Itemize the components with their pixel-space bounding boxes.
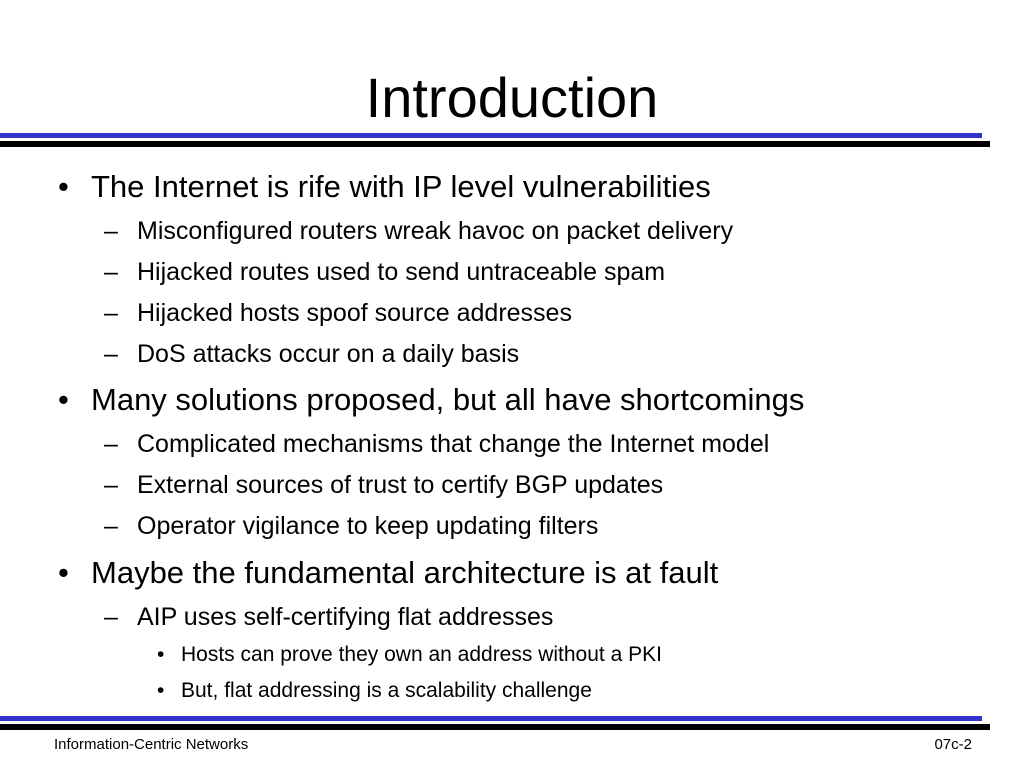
dash-glyph: – [104, 258, 118, 286]
dash-glyph: – [104, 217, 118, 245]
dash-glyph: – [104, 471, 118, 499]
bullet-2-sub-2: External sources of trust to certify BGP updates [137, 471, 664, 499]
footer-rule-blue [0, 716, 982, 721]
bullet-glyph-small: • [157, 679, 165, 702]
bullet-glyph: • [58, 169, 69, 204]
footer-right: 07c-2 [934, 736, 972, 753]
bullet-3-subsub-1: Hosts can prove they own an address without a PKI [181, 643, 662, 666]
dash-glyph: – [104, 340, 118, 368]
bullet-1-text: The Internet is rife with IP level vulnerabilities [91, 169, 711, 204]
dash-glyph: – [104, 430, 118, 458]
bullet-1-sub-4: DoS attacks occur on a daily basis [137, 340, 520, 368]
bullet-3-text: Maybe the fundamental architecture is at fault [91, 555, 719, 590]
dash-glyph: – [104, 299, 118, 327]
bullet-1-sub-3: Hijacked hosts spoof source addresses [137, 299, 572, 327]
bullet-2-text: Many solutions proposed, but all have shortcomings [91, 382, 805, 417]
dash-glyph: – [104, 603, 118, 631]
footer-left: Information-Centric Networks [54, 736, 249, 753]
bullet-glyph: • [58, 382, 69, 417]
dash-glyph: – [104, 512, 118, 540]
bullet-2-sub-1: Complicated mechanisms that change the Internet model [137, 430, 770, 458]
bullet-3-subsub-2: But, flat addressing is a scalability challenge [181, 679, 592, 702]
bullet-3-sub-1: AIP uses self-certifying flat addresses [137, 603, 554, 631]
footer-rule-black [0, 724, 990, 730]
bullet-1-sub-1: Misconfigured routers wreak havoc on packet delivery [137, 217, 734, 245]
bullet-2-sub-3: Operator vigilance to keep updating filters [137, 512, 599, 540]
bullet-glyph-small: • [157, 643, 165, 666]
slide-title: Introduction [365, 66, 659, 129]
bullet-1-sub-2: Hijacked routes used to send untraceable spam [137, 258, 666, 286]
bullet-glyph: • [58, 555, 69, 590]
